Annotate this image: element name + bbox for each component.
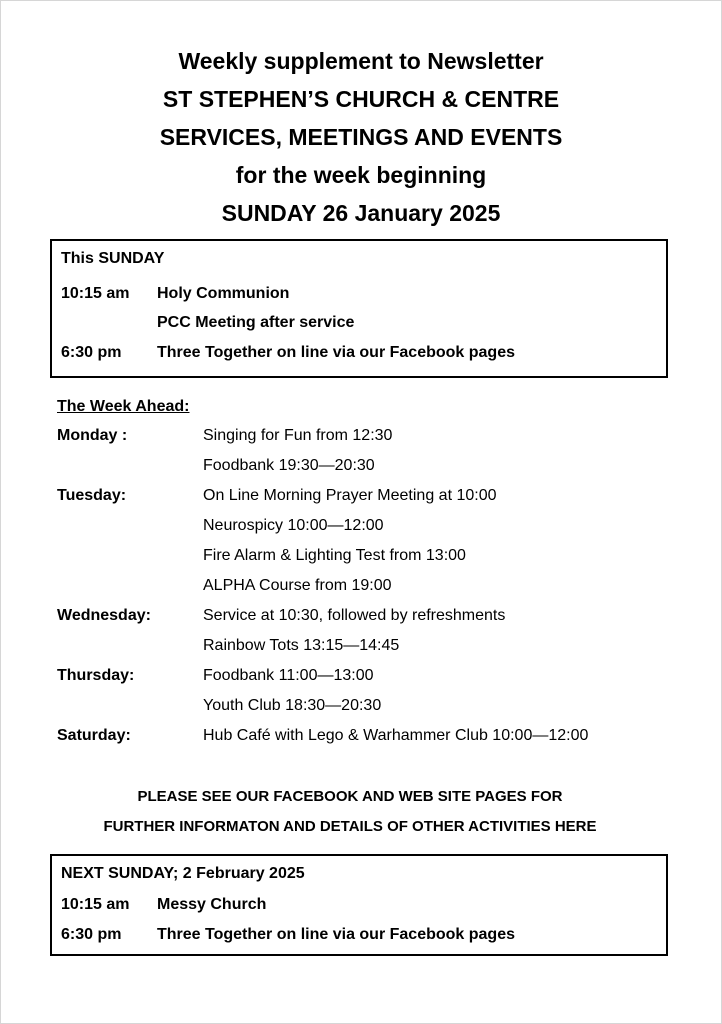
service-time: 10:15 am	[61, 285, 130, 302]
title-line: for the week beginning	[235, 162, 487, 188]
week-row	[57, 697, 677, 719]
week-day: Tuesday:	[57, 487, 127, 504]
week-item: Service at 10:30, followed by refreshments	[203, 607, 506, 624]
week-row	[57, 637, 677, 659]
service-time: 6:30 pm	[61, 344, 122, 361]
week-item: Foodbank 19:30—20:30	[203, 457, 375, 474]
week-row	[57, 607, 677, 629]
week-row	[57, 517, 677, 539]
this-sunday-heading: This SUNDAY	[61, 250, 165, 267]
service-row	[52, 896, 666, 918]
page-title	[0, 42, 722, 232]
week-row	[57, 667, 677, 689]
week-item: On Line Morning Prayer Meeting at 10:00	[203, 487, 497, 504]
service-row	[52, 285, 666, 307]
service-event: Messy Church	[157, 896, 267, 913]
week-item: Hub Café with Lego & Warhammer Club 10:00—12:00	[203, 727, 589, 744]
service-event: Three Together on line via our Facebook pages	[157, 926, 515, 943]
week-item: Neurospicy 10:00—12:00	[203, 517, 384, 534]
next-sunday-box	[50, 854, 668, 956]
week-item: Rainbow Tots 13:15—14:45	[203, 637, 400, 654]
week-item: Foodbank 11:00—13:00	[203, 667, 374, 684]
week-item: Fire Alarm & Lighting Test from 13:00	[203, 547, 466, 564]
next-sunday-heading: NEXT SUNDAY; 2 February 2025	[61, 865, 305, 882]
service-event: Three Together on line via our Facebook pages	[157, 344, 515, 361]
week-row	[57, 487, 677, 509]
week-day: Saturday:	[57, 727, 131, 744]
service-event: Holy Communion	[157, 285, 290, 302]
service-event: PCC Meeting after service	[157, 314, 355, 331]
notice-line: FURTHER INFORMATON AND DETAILS OF OTHER ACTIVITIES HERE	[103, 818, 597, 835]
week-row	[57, 727, 677, 749]
this-sunday-box	[50, 239, 668, 378]
title-line: Weekly supplement to Newsletter	[178, 48, 544, 74]
notice-line: PLEASE SEE OUR FACEBOOK AND WEB SITE PAGES FOR	[137, 788, 563, 805]
title-line: SERVICES, MEETINGS AND EVENTS	[159, 124, 563, 150]
title-line: ST STEPHEN’S CHURCH & CENTRE	[162, 86, 560, 112]
week-ahead-heading: The Week Ahead:	[57, 398, 190, 415]
week-item: Singing for Fun from 12:30	[203, 427, 393, 444]
service-row	[52, 314, 666, 336]
week-row	[57, 427, 677, 449]
week-day: Thursday:	[57, 667, 135, 684]
week-item: Youth Club 18:30—20:30	[203, 697, 382, 714]
week-item: ALPHA Course from 19:00	[203, 577, 392, 594]
week-row	[57, 577, 677, 599]
week-row	[57, 457, 677, 479]
service-row	[52, 344, 666, 366]
week-row	[57, 547, 677, 569]
service-time: 6:30 pm	[61, 926, 122, 943]
week-day: Wednesday:	[57, 607, 151, 624]
service-row	[52, 926, 666, 948]
title-line: SUNDAY 26 January 2025	[221, 200, 501, 226]
week-day: Monday :	[57, 427, 128, 444]
service-time: 10:15 am	[61, 896, 130, 913]
